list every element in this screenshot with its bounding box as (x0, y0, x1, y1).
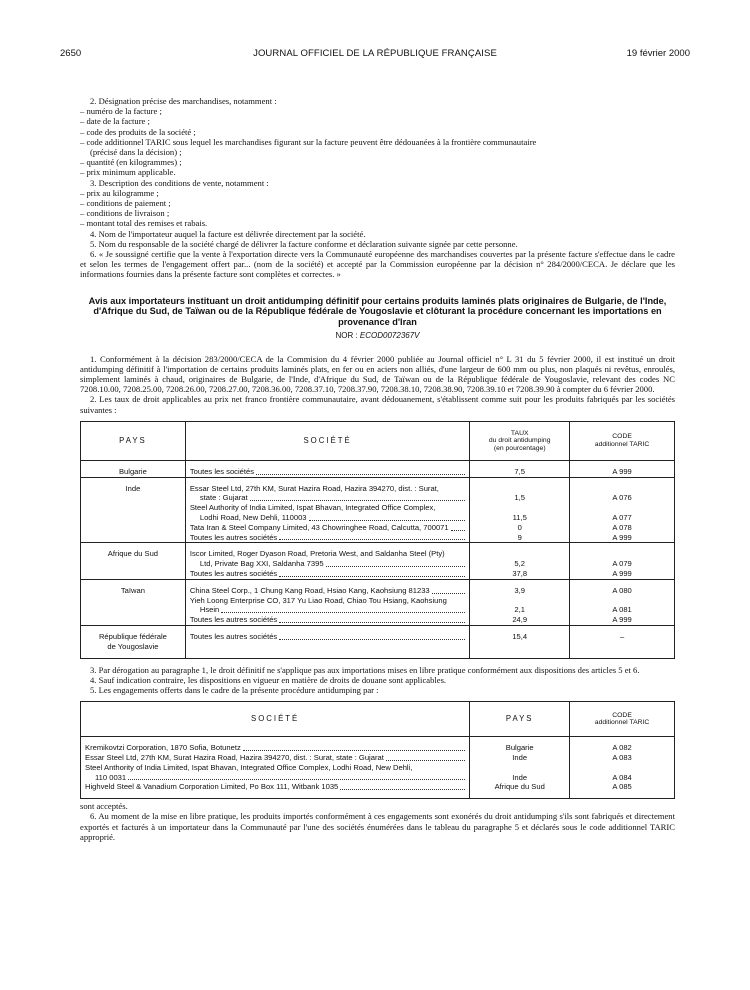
company-line (85, 743, 465, 753)
taric-code: A 080 (612, 585, 632, 595)
intro-line: 5. Nom du responsable de la société chargé de délivrer la facture conforme et déclaration suivante signée par cette personne. (90, 238, 518, 249)
rate-value: 1,5 (514, 493, 525, 503)
intro-line: – quantité (en kilogrammes) ; (80, 157, 182, 168)
col-header-code-line: additionnel TARIC (594, 440, 650, 448)
leader-dots (432, 592, 466, 594)
leader-dots (386, 759, 465, 761)
col-header-taux-line: TAUX (510, 429, 529, 437)
duty-rates-table (80, 421, 675, 659)
rate-spacer (474, 484, 565, 494)
country-cell (81, 460, 186, 477)
company-text: Yieh Loong Enterprise CO, 317 Yu Liao Road, Chiao Tou Hsiang, Kaohsiung (189, 595, 447, 605)
company-cell (81, 737, 470, 799)
leader-dots (279, 538, 465, 540)
country-name: de Yougoslavie (107, 641, 159, 651)
col-header-code-line: additionnel TARIC (594, 719, 650, 727)
rate-cell (470, 626, 570, 659)
leader-dots (451, 529, 466, 531)
company-text: Iscor Limited, Roger Dyason Road, Pretoria West, and Saldanha Steel (Pty) (189, 549, 445, 559)
company-text: Essar Steel Ltd, 27th KM, Surat Hazira Road, Hazira 394270, dist. : Surat, (189, 483, 439, 493)
company-line (85, 753, 465, 763)
col-header-pays: PAYS (81, 421, 186, 460)
company-line (190, 533, 465, 543)
company-line (85, 763, 465, 773)
company-cell (185, 543, 469, 579)
nor-code: ECOD0072367V (359, 331, 420, 341)
country-cell (81, 477, 186, 543)
intro-line: – prix au kilogramme ; (80, 187, 159, 198)
table-row (81, 460, 675, 477)
rate-value: 11,5 (512, 513, 527, 523)
col-header-code-line: CODE (612, 711, 632, 719)
country-name: Taïwan (120, 585, 145, 595)
company-line (190, 493, 465, 503)
paragraph-5: 5. Les engagements offerts dans le cadre de la présente procédure antidumping par : (90, 685, 379, 696)
running-header (60, 48, 690, 62)
col-header-taux-line: du droit antidumping (488, 437, 551, 445)
leader-dots (279, 575, 465, 577)
col-header-code (570, 421, 675, 460)
taric-spacer (574, 484, 670, 494)
rate-cell (470, 543, 570, 579)
company-line (190, 569, 465, 579)
rate-value: 9 (517, 532, 522, 542)
intro-line: 6. « Je soussigné certifie que la vente à l'exportation directe vers la Communauté européenne des marchandises couvertes par la présente facture s'effectue dans le cadre et selon les termes de l'engagement offert par... (nom de la société) et accepté par la Commission européenne par la décision n° 284/2000/CECA. Je déclare que les informations fournies dans la présente facture sont complètes et correctes. » (80, 249, 675, 280)
intro-line: 2. Désignation précise des marchandises, notamment : (90, 96, 277, 106)
taric-spacer (574, 596, 670, 606)
taric-code: A 079 (612, 559, 632, 569)
leader-dots (340, 788, 465, 790)
nor-label: NOR : (335, 331, 360, 341)
notice-title: Avis aux importateurs instituant un droit antidumping définitif pour certains produits laminés plats originaires de Bulgarie, de l'Inde, d'Afrique du Sud, de Taïwan ou de la République fédérale de Yougoslavie et clôturant la procédure concernant les importations en provenance d'Iran (88, 295, 667, 327)
company-text: state : Gujarat (199, 493, 248, 503)
taric-code: A 078 (612, 522, 632, 532)
taric-code: A 999 (612, 532, 632, 542)
col-header-societe: SOCIÉTÉ (185, 421, 469, 460)
company-line (190, 523, 465, 533)
intro-line: – numéro de la facture ; (80, 106, 162, 117)
col-header-code-line: CODE (612, 433, 632, 441)
leader-dots (243, 749, 466, 751)
page-number: 2650 (60, 48, 82, 59)
paragraph-3: 3. Par dérogation au paragraphe 1, le droit définitif ne s'applique pas aux importations mises en libre pratique conformément aux dispositions des articles 5 et 6. (90, 664, 640, 675)
company-text: Ltd, Private Bag XXI, Saldanha 7395 (199, 559, 324, 569)
company-text: Steel Authority of India Limited, Ispat Bhavan, Integrated Office Complex, (189, 503, 436, 513)
country-cell (81, 626, 186, 659)
col-header-pays: PAYS (470, 702, 570, 737)
rate-value: 5,2 (514, 559, 525, 569)
leader-dots (279, 638, 465, 640)
taric-cell (570, 460, 675, 477)
taric-code: A 084 (612, 772, 632, 782)
company-text: 110 0031 (95, 772, 127, 782)
taric-code: A 999 (612, 466, 632, 476)
leader-dots (250, 499, 466, 501)
col-header-societe: SOCIÉTÉ (81, 702, 470, 737)
company-text: Tata Iran & Steel Company Limited, 43 Chowringhee Road, Calcutta, 700071 (189, 522, 449, 532)
taric-code: A 085 (612, 782, 632, 792)
intro-line: (précisé dans la décision) ; (90, 147, 182, 158)
rate-value: 15,4 (512, 632, 528, 642)
rate-value: 2,1 (514, 605, 525, 615)
rate-value: 37,8 (512, 569, 528, 579)
rate-value: 7,5 (514, 466, 525, 476)
invoice-requirements-list (80, 96, 675, 280)
table-row (81, 737, 675, 799)
company-cell (185, 579, 469, 625)
company-line (190, 467, 465, 477)
country-name: Bulgarie (118, 466, 147, 476)
rate-spacer (474, 596, 565, 606)
duty-rates-body (81, 460, 675, 658)
country-name: Inde (125, 483, 141, 493)
rate-cell (470, 460, 570, 477)
company-text: Kremikovtzi Corporation, 1870 Sofia, Botunetz (85, 743, 241, 753)
intro-line: 4. Nom de l'importateur auquel la facture est délivrée directement par la société. (90, 228, 366, 239)
journal-title: JOURNAL OFFICIEL DE LA RÉPUBLIQUE FRANÇAISE (253, 48, 497, 59)
company-line (190, 549, 465, 559)
country-name: Inde (512, 753, 528, 763)
leader-dots (221, 611, 465, 613)
company-text: Toutes les autres sociétés (189, 569, 278, 579)
country-cell (470, 737, 570, 799)
taric-spacer (574, 549, 670, 559)
country-name: Afrique du Sud (494, 782, 545, 792)
company-line (190, 596, 465, 606)
accepted-line: sont acceptés. (80, 801, 128, 812)
taric-cell (570, 579, 675, 625)
rate-value: 24,9 (512, 615, 528, 625)
table-row (81, 477, 675, 543)
company-text: Lodhi Road, New Dehli, 110003 (199, 513, 307, 523)
company-text: Toutes les autres sociétés (189, 632, 278, 642)
company-line (190, 559, 465, 569)
company-line (190, 615, 465, 625)
company-text: Toutes les autres sociétés (189, 615, 278, 625)
intro-line: – prix minimum applicable. (80, 167, 176, 178)
company-line (85, 782, 465, 792)
company-line (190, 632, 465, 642)
col-header-taux-line: (en pourcentage) (493, 444, 546, 452)
rate-cell (470, 579, 570, 625)
intro-line: – conditions de livraison ; (80, 208, 170, 219)
nor-reference (80, 331, 675, 341)
intro-line: – code additionnel TARIC sous lequel les marchandises figurant sur la facture peuvent être dédouanées à la frontière communautaire (80, 136, 537, 147)
company-cell (185, 460, 469, 477)
table-row (81, 543, 675, 579)
taric-cell (570, 477, 675, 543)
intro-line: 3. Description des conditions de vente, notamment : (90, 177, 269, 188)
country-name: République fédérale (98, 632, 167, 642)
taric-cell (570, 737, 675, 799)
taric-code: – (619, 632, 625, 642)
company-cell (185, 477, 469, 543)
intro-line: – montant total des remises et rabais. (80, 218, 208, 229)
company-line (190, 586, 465, 596)
company-line (190, 513, 465, 523)
company-text: Essar Steel Ltd, 27th KM, Surat Hazira Road, Hazira 394270, dist. : Surat, state : Gujarat (85, 753, 384, 763)
undertakings-table (80, 701, 675, 799)
intro-line: – code des produits de la société ; (80, 126, 196, 137)
col-header-code (570, 702, 675, 737)
company-line (190, 503, 465, 513)
undertakings-body (81, 737, 675, 799)
paragraph-6: 6. Au moment de la mise en libre pratique, les produits importés conformément à ces engagements sont exonérés du droit antidumping s'ils sont fabriqués et directement exportés et facturés à un importateur dans la Communauté par l'une des sociétés énumérées dans le tableau du paragraphe 5 et déclarés sous le code additionnel TARIC approprié. (80, 811, 675, 842)
country-spacer (474, 763, 565, 773)
leader-dots (326, 565, 466, 567)
country-cell (81, 543, 186, 579)
taric-code: A 999 (612, 615, 632, 625)
taric-code: A 076 (612, 493, 632, 503)
company-cell (185, 626, 469, 659)
paragraph-4: 4. Sauf indication contraire, les dispositions en vigueur en matière de droits de douane sont applicables. (90, 674, 447, 685)
country-cell (81, 579, 186, 625)
table-row (81, 626, 675, 659)
taric-code: A 083 (612, 753, 632, 763)
taric-code: A 081 (612, 605, 632, 615)
country-name: Afrique du Sud (107, 549, 159, 559)
country-name: Bulgarie (505, 743, 534, 753)
company-line (190, 484, 465, 494)
company-line (85, 773, 465, 783)
taric-spacer (574, 763, 670, 773)
company-text: China Steel Corp., 1 Chung Kang Road, Hsiao Kang, Kaohsiung 81233 (189, 585, 430, 595)
taric-code: A 082 (612, 743, 632, 753)
leader-dots (309, 519, 466, 521)
table-row (81, 579, 675, 625)
taric-spacer (574, 503, 670, 513)
paragraph-2: 2. Les taux de droit applicables au prix net franco frontière communautaire, avant dédouanement, s'établissent comme suit pour les produits fabriqués par les sociétés suivantes : (80, 394, 675, 415)
rate-cell (470, 477, 570, 543)
company-text: Toutes les sociétés (189, 466, 255, 476)
leader-dots (279, 621, 465, 623)
company-line (190, 605, 465, 615)
taric-code: A 999 (612, 569, 632, 579)
company-text: Highveld Steel & Vanadium Corporation Limited, Po Box 111, Witbank 1035 (85, 782, 339, 792)
rate-value: 3,9 (514, 585, 525, 595)
col-header-taux (470, 421, 570, 460)
company-text: Hsein (199, 605, 220, 615)
document-body (80, 96, 675, 842)
leader-dots (256, 473, 465, 475)
rate-spacer (474, 549, 565, 559)
rate-value: 0 (517, 522, 522, 532)
intro-line: – date de la facture ; (80, 116, 150, 127)
taric-cell (570, 626, 675, 659)
company-text: Toutes les autres sociétés (189, 532, 278, 542)
country-name: Inde (512, 772, 528, 782)
paragraph-1: 1. Conformément à la décision 283/2000/CECA de la Commision du 4 février 2000 publiée au Journal officiel n° L 31 du 5 février 2000, il est institué un droit antidumping définitif à l'importation de certains produits laminés plats, en fer ou en aciers non alliés, d'une largeur de 600 mm ou plus, non plaqués ni revêtus, enroulés, simplement laminés à chaud, originaires de Bulgarie, de l'Inde, d'Afrique du Sud, de Taïwan ou de la République fédérale de Yougoslavie, relevant des codes NC 7208.10.00, 7208.25.00, 7208.26.00, 7208.27.00, 7208.36.00, 7208.37.10, 7208.37.90, 7208.38.10, 7208.38.90, 7208.39.10 et 7208.39.90 à compter du 6 février 2000. (80, 353, 675, 395)
issue-date: 19 février 2000 (626, 48, 690, 59)
company-text: Steel Anthority of India Limited, Ispat Bhavan, Integrated Office Complex, Lodhi Road, New Dehli, (85, 762, 413, 772)
taric-cell (570, 543, 675, 579)
leader-dots (128, 778, 465, 780)
rate-spacer (474, 503, 565, 513)
intro-line: – conditions de paiement ; (80, 198, 171, 209)
taric-code: A 077 (612, 513, 632, 523)
